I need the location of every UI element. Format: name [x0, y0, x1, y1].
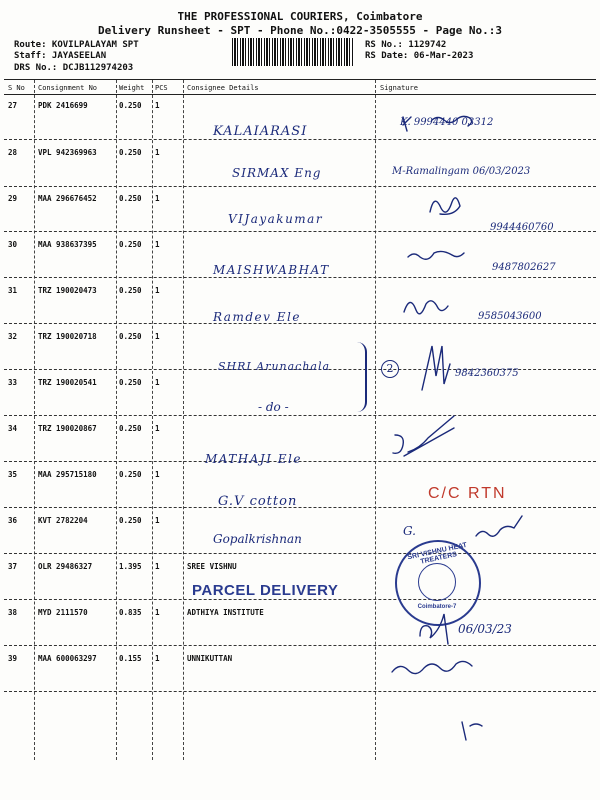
- row-weight: 0.250: [119, 424, 142, 433]
- row-sno: 33: [8, 378, 18, 387]
- row-pcs: 1: [155, 608, 160, 617]
- row-sno: 38: [8, 608, 18, 617]
- row-weight: 0.250: [119, 101, 142, 110]
- runsheet-company-title: THE PROFESSIONAL COURIERS, Coimbatore: [177, 10, 423, 23]
- row-pcs: 1: [155, 562, 160, 571]
- signature-mark: [430, 198, 460, 215]
- row-sno: 35: [8, 470, 18, 479]
- row-consignment-no: KVT 2782204: [38, 516, 88, 525]
- signature: 9487802627: [492, 262, 556, 273]
- signature-mark: [403, 117, 411, 131]
- row-weight: 0.250: [119, 286, 142, 295]
- handwritten-consignee: MATHAJI Ele: [205, 452, 302, 466]
- col-header-consignment: Consignment No: [38, 84, 98, 92]
- row-sno: 29: [8, 194, 18, 203]
- handwritten-consignee: - do -: [258, 400, 289, 414]
- row-pcs: 1: [155, 286, 160, 295]
- return-remark: C/C RTN: [428, 485, 507, 502]
- handwritten-consignee: G.V cotton: [218, 494, 298, 509]
- consignee-name: SREE VISHNU: [187, 562, 237, 571]
- staff-label: Staff: JAYASEELAN: [14, 51, 107, 61]
- consignee-name: ADTHIYA INSTITUTE: [187, 608, 264, 617]
- parcel-delivery-stamp: PARCEL DELIVERY: [192, 582, 339, 599]
- signature: 9585043600: [478, 311, 542, 322]
- signature-mark: [432, 116, 472, 126]
- signature: M-Ramalingam 06/03/2023: [392, 166, 531, 177]
- signature-mark: [476, 516, 522, 536]
- row-weight: 0.250: [119, 148, 142, 157]
- signature: 9842360375: [455, 368, 519, 379]
- col-header-weight: Weight: [119, 84, 145, 92]
- row-sno: 28: [8, 148, 18, 157]
- row-sno: 34: [8, 424, 18, 433]
- row-consignment-no: PDK 2416699: [38, 101, 88, 110]
- row-consignment-no: MAA 600063297: [38, 654, 97, 663]
- row-pcs: 1: [155, 148, 160, 157]
- handwritten-consignee: Ramdev Ele: [213, 310, 301, 324]
- row-sno: 39: [8, 654, 18, 663]
- row-consignment-no: TRZ 190020718: [38, 332, 97, 341]
- circled-count: 2: [381, 360, 399, 378]
- drs-number: DRS No.: DCJB112974203: [14, 63, 134, 73]
- col-header-consignee: Consignee Details: [187, 84, 259, 92]
- handwritten-consignee: KALAIARASI: [213, 124, 308, 139]
- row-weight: 0.250: [119, 194, 142, 203]
- signature-mark: [462, 722, 482, 740]
- signature: 9944460760: [490, 222, 554, 233]
- rs-date: RS Date: 06-Mar-2023: [365, 51, 474, 61]
- signature-mark: [393, 416, 454, 453]
- signature-mark: [404, 301, 448, 314]
- row-consignment-no: TRZ 190020473: [38, 286, 97, 295]
- row-pcs: 1: [155, 424, 160, 433]
- col-header-pcs: PCS: [155, 84, 168, 92]
- handwritten-consignee: SIRMAX Eng: [232, 166, 322, 180]
- handwritten-consignee: SHRI Arunachala: [218, 360, 331, 373]
- row-consignment-no: OLR 29486327: [38, 562, 93, 571]
- consignee-name: UNNIKUTTAN: [187, 654, 233, 663]
- row-pcs: 1: [155, 240, 160, 249]
- handwritten-consignee: MAISHWABHAT: [213, 263, 330, 277]
- row-consignment-no: MAA 938637395: [38, 240, 97, 249]
- row-consignment-no: MYD 2111570: [38, 608, 88, 617]
- row-weight: 0.155: [119, 654, 142, 663]
- signature: 06/03/23: [458, 622, 512, 636]
- row-consignment-no: MAA 295715180: [38, 470, 97, 479]
- row-weight: 1.395: [119, 562, 142, 571]
- row-sno: 30: [8, 240, 18, 249]
- seal-subtext: Coimbatore-7: [417, 604, 457, 610]
- row-weight: 0.250: [119, 332, 142, 341]
- row-consignment-no: TRZ 190020867: [38, 424, 97, 433]
- row-sno: 31: [8, 286, 18, 295]
- row-weight: 0.835: [119, 608, 142, 617]
- row-consignment-no: TRZ 190020541: [38, 378, 97, 387]
- col-header-sno: S No: [8, 84, 25, 92]
- runsheet-subtitle: Delivery Runsheet - SPT - Phone No.:0422-3505555 - Page No.:3: [98, 24, 502, 37]
- row-sno: 27: [8, 101, 18, 110]
- row-consignment-no: MAA 296676452: [38, 194, 97, 203]
- row-weight: 0.250: [119, 378, 142, 387]
- col-header-signature: Signature: [380, 84, 418, 92]
- seal-text: SRI VISHNU HEAT TREATERS: [406, 541, 468, 566]
- row-sno: 37: [8, 562, 18, 571]
- row-pcs: 1: [155, 332, 160, 341]
- signature-mark: [420, 614, 448, 644]
- signature: K. 9994440 03312: [400, 117, 494, 128]
- rs-number: RS No.: 1129742: [365, 40, 447, 50]
- row-weight: 0.250: [119, 240, 142, 249]
- row-sno: 32: [8, 332, 18, 341]
- row-pcs: 1: [155, 516, 160, 525]
- row-pcs: 1: [155, 470, 160, 479]
- handwritten-consignee: VIJayakumar: [228, 212, 324, 226]
- row-consignment-no: VPL 942369963: [38, 148, 97, 157]
- row-weight: 0.250: [119, 516, 142, 525]
- row-weight: 0.250: [119, 470, 142, 479]
- row-pcs: 1: [155, 194, 160, 203]
- row-pcs: 1: [155, 101, 160, 110]
- signature-mark: [422, 346, 450, 390]
- signature: G.: [403, 524, 416, 538]
- row-sno: 36: [8, 516, 18, 525]
- row-pcs: 1: [155, 654, 160, 663]
- signature-mark: [408, 251, 464, 259]
- signature-mark: [404, 428, 454, 456]
- row-pcs: 1: [155, 378, 160, 387]
- route-label: Route: KOVILPALAYAM SPT: [14, 40, 139, 50]
- handwritten-consignee: Gopalkrishnan: [213, 532, 302, 546]
- signature-mark: [392, 661, 472, 673]
